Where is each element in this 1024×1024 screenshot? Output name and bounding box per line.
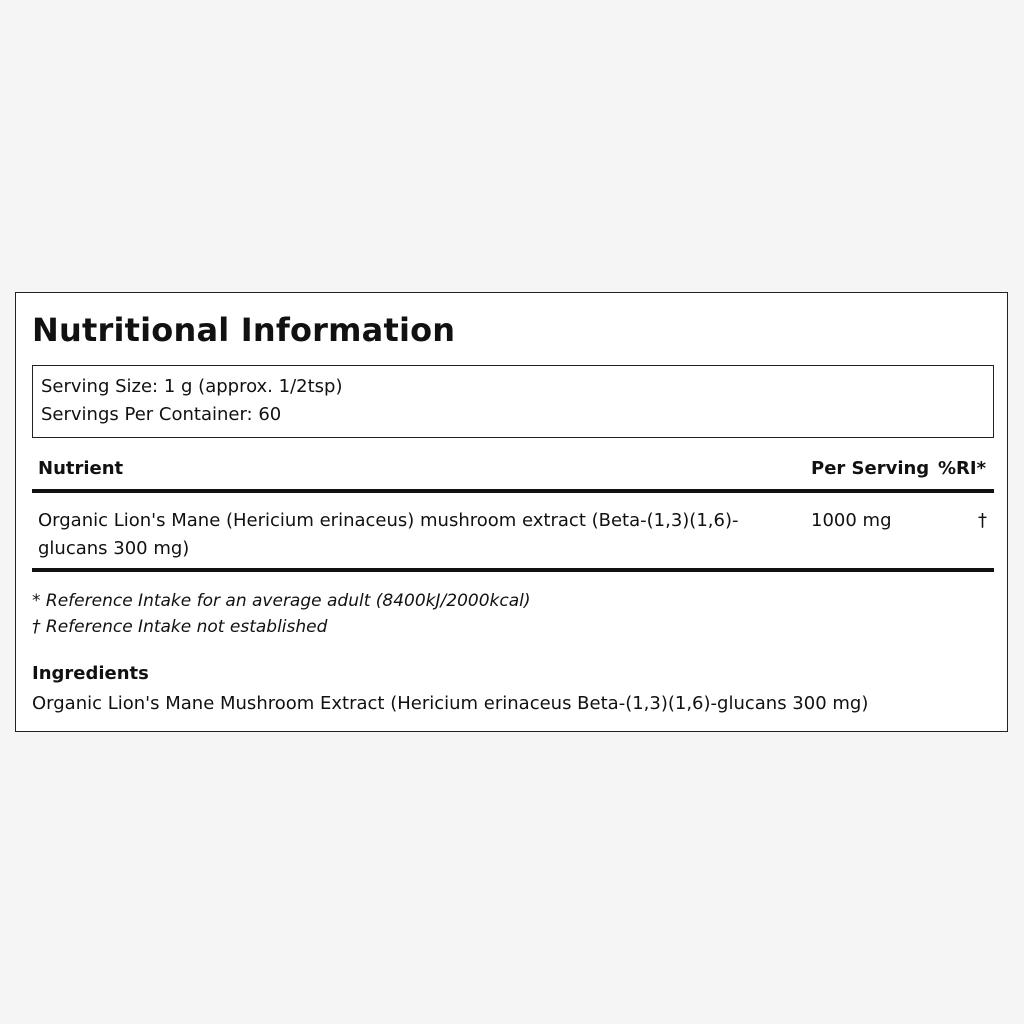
table-row-nutrient-name: Organic Lion's Mane (Hericium erinaceus) mushroom extract (Beta-(1,3)(1,6)-glucans 300 mg)	[38, 510, 739, 559]
table-bottom-divider	[32, 568, 994, 572]
ingredients-heading: Ingredients	[32, 663, 149, 684]
ingredients-text: Organic Lion's Mane Mushroom Extract (Hericium erinaceus Beta-(1,3)(1,6)-glucans 300 mg)	[32, 693, 869, 714]
column-header-ri: %RI*	[938, 458, 987, 479]
servings-per-container: Servings Per Container: 60	[41, 404, 282, 425]
column-header-nutrient: Nutrient	[38, 458, 124, 479]
serving-size: Serving Size: 1 g (approx. 1/2tsp)	[41, 376, 343, 397]
footnote-reference-intake: * Reference Intake for an average adult (8400kJ/2000kcal)	[32, 591, 531, 611]
table-row-ri: †	[978, 510, 987, 531]
footnote-not-established: † Reference Intake not established	[32, 617, 328, 637]
header-divider	[32, 489, 994, 493]
table-row-per-serving: 1000 mg	[811, 510, 892, 531]
serving-info-box	[32, 365, 994, 438]
nutrition-panel	[15, 292, 1008, 732]
column-header-per-serving: Per Serving	[811, 458, 930, 479]
panel-title: Nutritional Information	[32, 311, 456, 349]
